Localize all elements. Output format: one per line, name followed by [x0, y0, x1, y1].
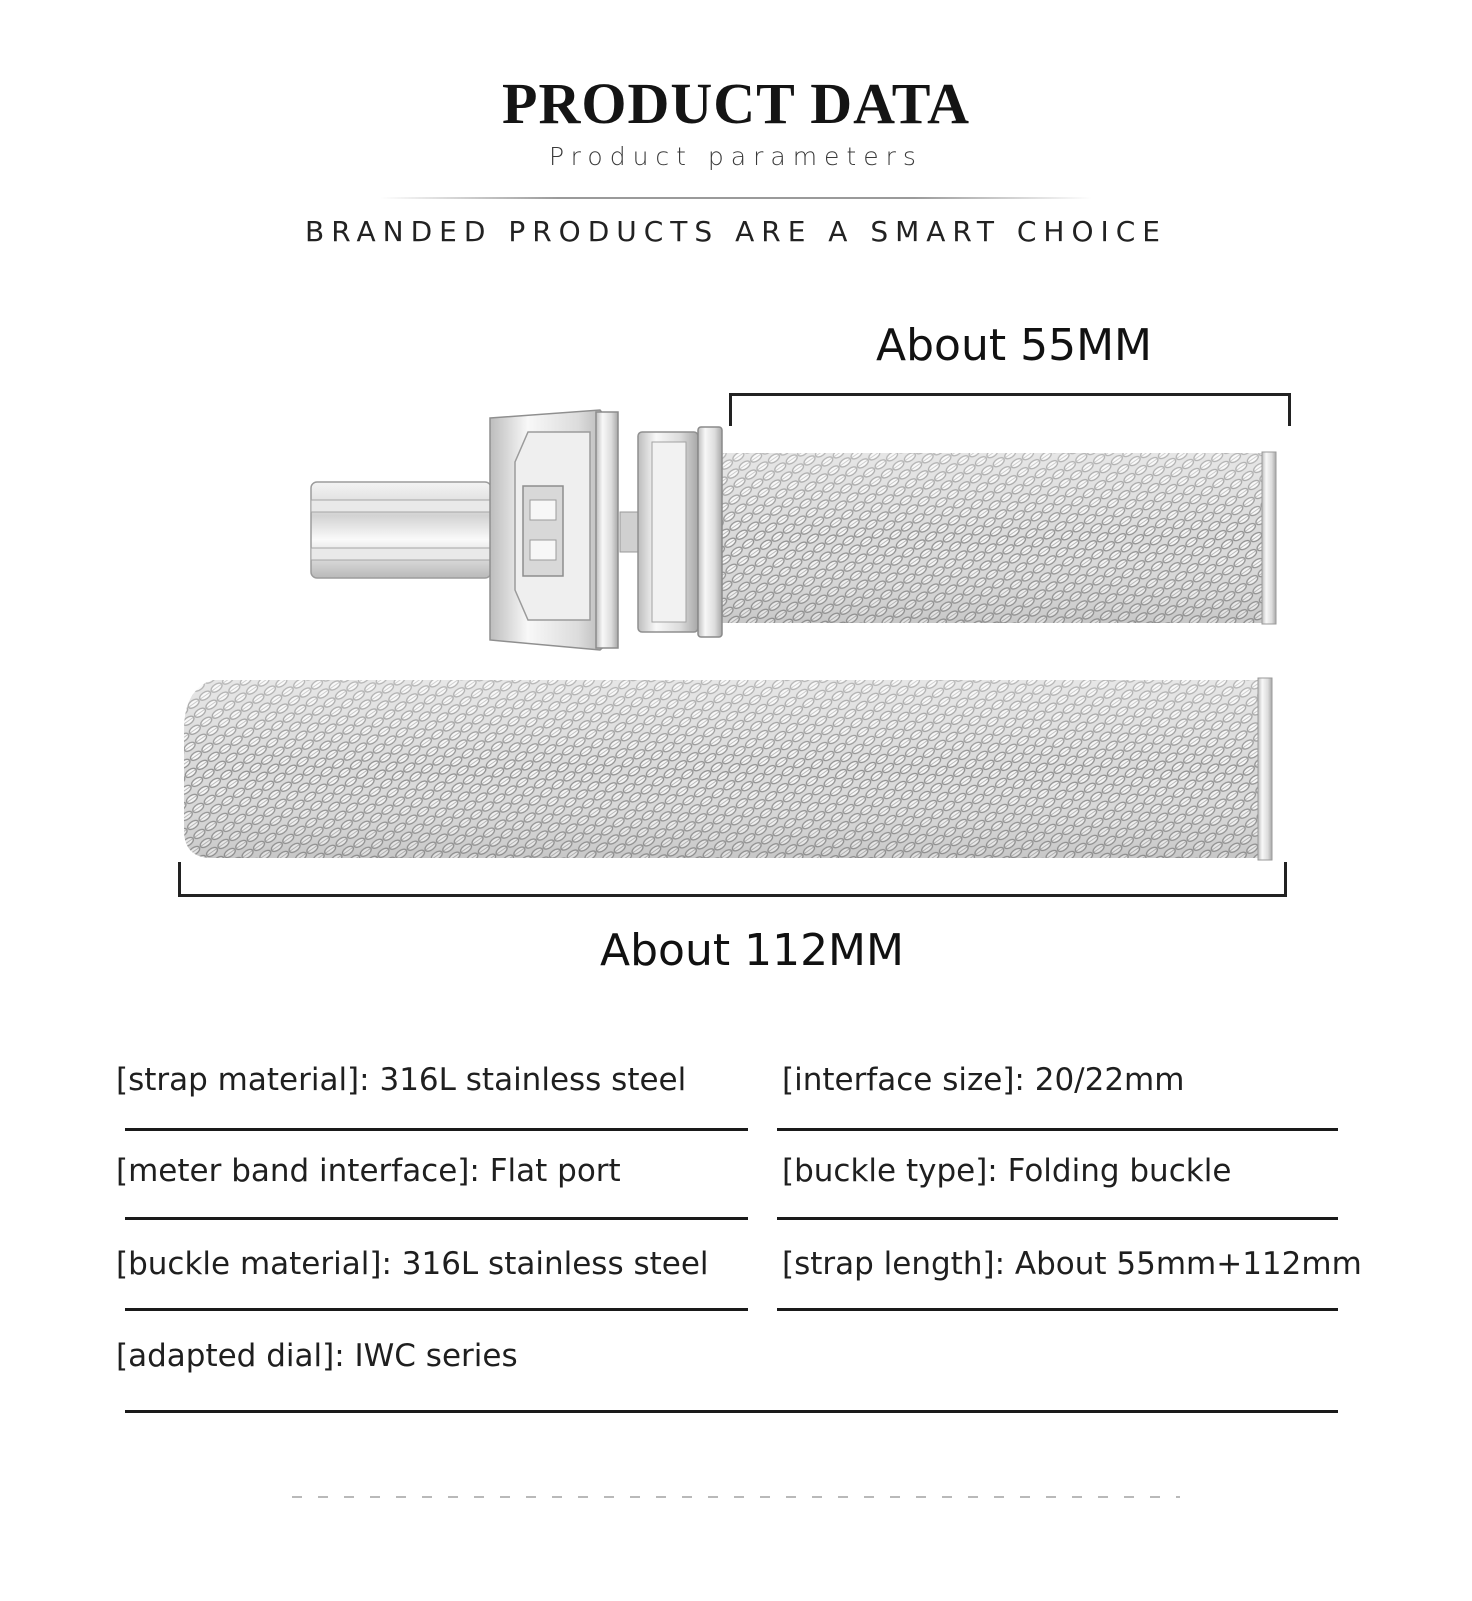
- spec-label: [strap length]:: [782, 1246, 1015, 1282]
- spec-buckle-material: [116, 1246, 709, 1282]
- short-strap-length-label: About 55MM: [876, 320, 1152, 371]
- spec-value: About 55mm+112mm: [1014, 1246, 1362, 1282]
- spec-label: [strap material]:: [116, 1062, 380, 1098]
- spec-interface-size: [782, 1062, 1184, 1098]
- footer-dashed-divider: [292, 1496, 1180, 1498]
- spec-adapted-dial: [116, 1338, 518, 1374]
- tagline: BRANDED PRODUCTS ARE A SMART CHOICE: [304, 215, 1167, 248]
- spec-strap-material: [116, 1062, 686, 1098]
- spec-value: Flat port: [489, 1153, 621, 1189]
- spec-value: IWC series: [354, 1338, 518, 1374]
- long-strap-length-label: About 112MM: [600, 925, 904, 976]
- long-strap-dimension-bracket: [178, 862, 1287, 897]
- spec-label: [meter band interface]:: [116, 1153, 490, 1189]
- spec-meter-band-interface: [116, 1153, 621, 1189]
- spec-divider: [777, 1308, 1338, 1311]
- spec-label: [interface size]:: [782, 1062, 1035, 1098]
- spec-value: Folding buckle: [1007, 1153, 1232, 1189]
- page-title: PRODUCT DATA: [502, 71, 970, 136]
- spec-divider: [125, 1308, 748, 1311]
- spec-divider: [777, 1217, 1338, 1220]
- spec-divider: [125, 1410, 1338, 1413]
- spec-value: 20/22mm: [1034, 1062, 1185, 1098]
- spec-label: [adapted dial]:: [116, 1338, 355, 1374]
- spec-value: 316L stainless steel: [379, 1062, 687, 1098]
- spec-divider: [125, 1128, 748, 1131]
- folding-buckle: [311, 410, 722, 650]
- spec-divider: [125, 1217, 748, 1220]
- spec-value: 316L stainless steel: [401, 1246, 709, 1282]
- spec-label: [buckle type]:: [782, 1153, 1008, 1189]
- page-subtitle: Product parameters: [549, 142, 923, 171]
- spec-buckle-type: [782, 1153, 1231, 1189]
- spec-divider: [777, 1128, 1338, 1131]
- spec-strap-length: [782, 1246, 1362, 1282]
- spec-label: [buckle material]:: [116, 1246, 402, 1282]
